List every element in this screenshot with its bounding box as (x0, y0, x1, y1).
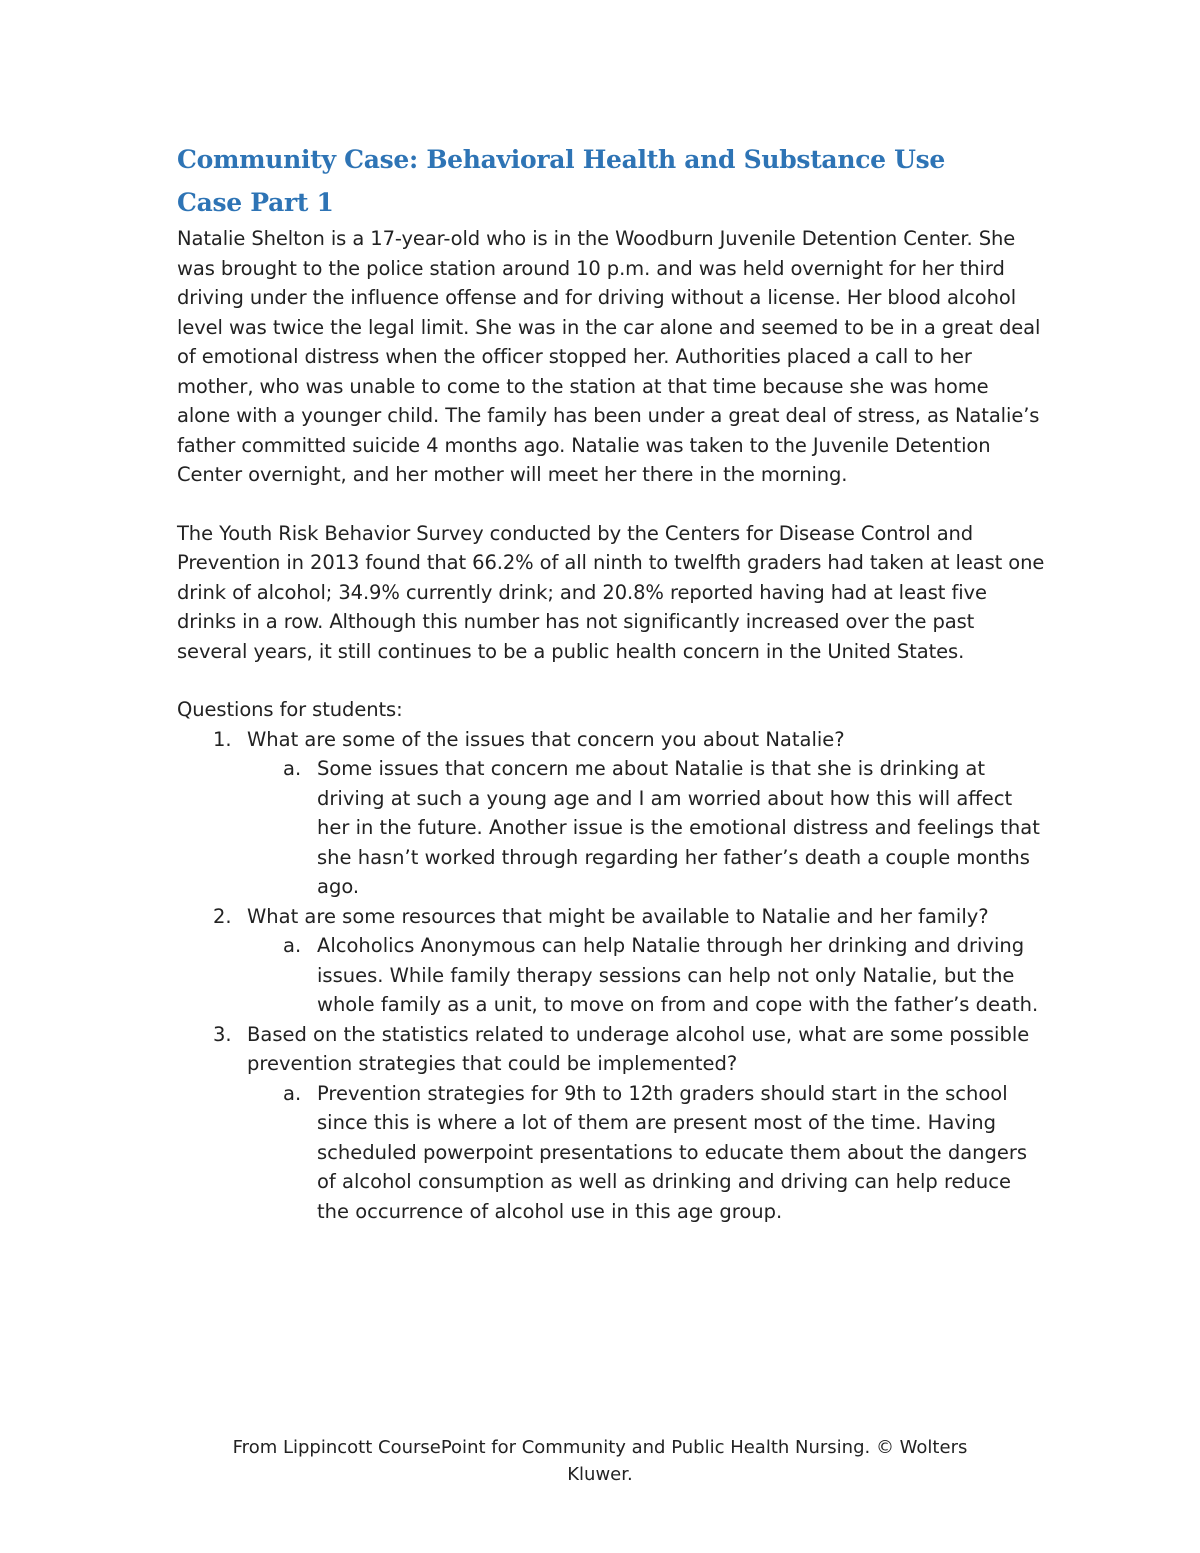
questions-list (177, 725, 1047, 1227)
case-paragraph-1: Natalie Shelton is a 17-year-old who is in the Woodburn Juvenile Detention Center. She was brought to the police station around 10 p.m. and was held overnight for her third driving under the influence offense and for driving without a license. Her blood alcohol level was twice the legal limit. She was in the car alone and seemed to be in a great deal of emotional distress when the officer stopped her. Authorities placed a call to her mother, who was unable to come to the station at that time because she was home alone with a younger child. The family has been under a great deal of stress, as Natalie’s father committed suicide 4 months ago. Natalie was taken to the Juvenile Detention Center overnight, and her mother will meet her there in the morning. (177, 227, 1041, 486)
case-part-heading: Case Part 1 (177, 188, 334, 217)
answer-letter: a. (283, 934, 302, 957)
question-number: 2. (213, 904, 232, 928)
question-text: Based on the statistics related to underage alcohol use, what are some possible prevention strategies that could be implemented? (247, 1022, 1030, 1075)
answer-item (247, 754, 1047, 902)
answer-letter: a. (283, 1081, 302, 1105)
answer-text: Some issues that concern me about Natalie is that she is drinking at driving at such a young age and I am worried about how this will affect her in the future. Another issue is the emotional distress and feelings that she hasn’t worked through regarding her father’s death a couple months ago. (317, 757, 1040, 898)
answer-text: Alcoholics Anonymous can help Natalie through her drinking and driving issues. While family therapy sessions can help not only Natalie, but the whole family as a unit, to move on from and cope with the father’s death. (317, 934, 1039, 1016)
question-number: 3. (213, 1022, 232, 1046)
answer-item (247, 1079, 1047, 1227)
answers-list (247, 1079, 1047, 1227)
question-item (177, 725, 1047, 902)
answers-list (247, 754, 1047, 902)
question-number: 1. (213, 727, 232, 751)
answers-list (247, 931, 1047, 1020)
page-footer: From Lippincott CoursePoint for Community and Public Health Nursing. © Wolters Kluwer. (232, 1437, 968, 1485)
document-page (177, 138, 1047, 1226)
case-paragraph-2: The Youth Risk Behavior Survey conducted by the Centers for Disease Control and Prevention in 2013 found that 66.2% of all ninth to twelfth graders had taken at least one drink of alcohol; 34.9% currently drink; and 20.8% reported having had at least five drinks in a row. Although this number has not significantly increased over the past several years, it still continues to be a public health concern in the United States. (177, 521, 1045, 663)
question-item (177, 1020, 1047, 1227)
question-text: What are some resources that might be available to Natalie and her family? (247, 904, 989, 928)
questions-intro: Questions for students: (177, 698, 403, 721)
document-title: Community Case: Behavioral Health and Substance Use (177, 145, 946, 174)
answer-item (247, 931, 1047, 1020)
question-text: What are some of the issues that concern you about Natalie? (247, 727, 845, 751)
answer-letter: a. (283, 757, 302, 780)
answer-text: Prevention strategies for 9th to 12th graders should start in the school since this is where a lot of them are present most of the time. Having scheduled powerpoint presentations to educate them about the dangers of alcohol consumption as well as drinking and driving can help reduce the occurrence of alcohol use in this age group. (317, 1081, 1028, 1223)
question-item (177, 902, 1047, 1020)
